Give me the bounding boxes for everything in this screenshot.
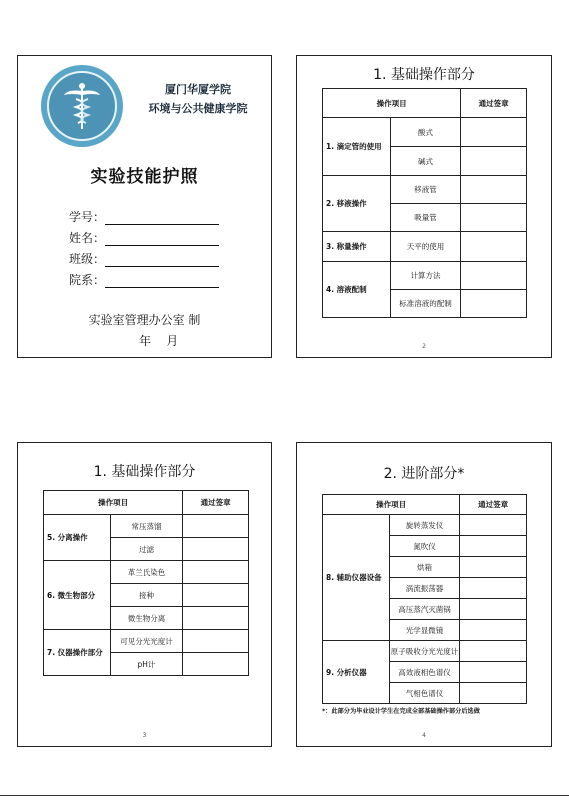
header-sign: 通过签章 <box>183 491 249 515</box>
page-number: 3 <box>142 732 147 739</box>
fill-in-line <box>105 253 219 267</box>
name-field <box>69 228 219 246</box>
item-cell: 原子吸收分光光度计 <box>389 641 460 662</box>
signature-cell[interactable] <box>183 607 249 630</box>
signature-cell[interactable] <box>461 176 527 204</box>
basic-operations-page-2 <box>17 442 272 747</box>
page-number: 4 <box>422 732 426 739</box>
header-item: 操作项目 <box>44 491 183 515</box>
signature-cell[interactable] <box>460 620 527 641</box>
signature-cell[interactable] <box>460 578 527 599</box>
header-item: 操作项目 <box>323 495 460 515</box>
college-name: 环境与公共健康学院 <box>148 102 248 115</box>
category-cell: 9. 分析仪器 <box>323 641 390 704</box>
school-name: 厦门华厦学院 <box>165 83 231 96</box>
department-field <box>69 270 219 288</box>
item-cell: 高压蒸汽灭菌锅 <box>389 599 460 620</box>
category-cell: 2. 移液操作 <box>323 176 391 232</box>
signature-cell[interactable] <box>183 538 249 561</box>
cover-page <box>17 55 272 358</box>
page-title: 1. 基础操作部分 <box>373 67 475 83</box>
issuer-line: 实验室管理办公室 制 <box>88 313 201 327</box>
signature-cell[interactable] <box>461 204 527 232</box>
signature-cell[interactable] <box>183 515 249 538</box>
class-field <box>69 249 219 267</box>
item-cell: 天平的使用 <box>390 232 461 262</box>
item-cell: 光学显微镜 <box>389 620 460 641</box>
category-cell: 3. 称量操作 <box>323 232 391 262</box>
category-cell: 8. 辅助仪器设备 <box>323 515 390 641</box>
item-cell: 革兰氏染色 <box>110 561 183 584</box>
operations-table <box>322 494 527 704</box>
header-sign: 通过签章 <box>461 89 527 118</box>
signature-cell[interactable] <box>183 584 249 607</box>
student-id-field <box>69 207 219 225</box>
field-label: 院系： <box>69 273 106 287</box>
signature-cell[interactable] <box>460 557 527 578</box>
item-cell: 酸式 <box>390 118 461 147</box>
item-cell: 接种 <box>110 584 183 607</box>
signature-cell[interactable] <box>460 515 527 536</box>
caduceus-icon <box>60 81 104 131</box>
item-cell: 旋转蒸发仪 <box>389 515 460 536</box>
field-label: 姓名： <box>69 231 106 245</box>
signature-cell[interactable] <box>461 118 527 147</box>
item-cell: 气相色谱仪 <box>389 683 460 704</box>
item-cell: 标准溶液的配制 <box>390 290 461 318</box>
category-cell: 5. 分离操作 <box>44 515 111 561</box>
item-cell: 常压蒸馏 <box>110 515 183 538</box>
signature-cell[interactable] <box>460 536 527 557</box>
item-cell: 氮吹仪 <box>389 536 460 557</box>
basic-operations-page-1 <box>296 55 552 358</box>
advanced-operations-page <box>296 442 552 747</box>
page-number: 2 <box>422 343 426 350</box>
category-cell: 1. 滴定管的使用 <box>323 118 391 176</box>
signature-cell[interactable] <box>461 147 527 176</box>
school-heading <box>138 80 258 118</box>
category-cell: 7. 仪器操作部分 <box>44 630 111 676</box>
signature-cell[interactable] <box>461 290 527 318</box>
item-cell: 移液管 <box>390 176 461 204</box>
page-title: 1. 基础操作部分 <box>93 464 196 480</box>
item-cell: 碱式 <box>390 147 461 176</box>
signature-cell[interactable] <box>183 630 249 653</box>
fill-in-line <box>105 232 219 246</box>
item-cell: pH计 <box>110 653 183 676</box>
signature-cell[interactable] <box>460 683 527 704</box>
signature-cell[interactable] <box>460 599 527 620</box>
page-title: 2. 进阶部分* <box>383 466 465 482</box>
item-cell: 吸量管 <box>390 204 461 232</box>
item-cell: 涡流振荡器 <box>389 578 460 599</box>
signature-cell[interactable] <box>183 561 249 584</box>
category-cell: 4. 溶液配制 <box>323 262 391 318</box>
item-cell: 可见分光光度计 <box>110 630 183 653</box>
item-cell: 计算方法 <box>390 262 461 290</box>
item-cell: 微生物分离 <box>110 607 183 630</box>
signature-cell[interactable] <box>461 262 527 290</box>
cover-title: 实验技能护照 <box>90 167 199 187</box>
signature-cell[interactable] <box>183 653 249 676</box>
date-line: 年 月 <box>139 334 179 348</box>
fill-in-line <box>105 211 219 225</box>
field-label: 学号： <box>69 210 106 224</box>
operations-table <box>322 88 527 318</box>
signature-cell[interactable] <box>460 662 527 683</box>
header-item: 操作项目 <box>323 89 461 118</box>
signature-cell[interactable] <box>460 641 527 662</box>
item-cell: 烘箱 <box>389 557 460 578</box>
operations-table <box>43 490 249 676</box>
signature-cell[interactable] <box>461 232 527 262</box>
field-label: 班级： <box>69 252 106 266</box>
footnote: *：此部分为毕业设计学生在完成全部基础操作部分后选做 <box>322 708 480 715</box>
bottom-divider <box>0 795 569 796</box>
header-sign: 通过签章 <box>460 495 527 515</box>
fill-in-line <box>105 274 219 288</box>
category-cell: 6. 微生物部分 <box>44 561 111 630</box>
item-cell: 过滤 <box>110 538 183 561</box>
item-cell: 高效液相色谱仪 <box>389 662 460 683</box>
school-logo <box>41 65 123 147</box>
